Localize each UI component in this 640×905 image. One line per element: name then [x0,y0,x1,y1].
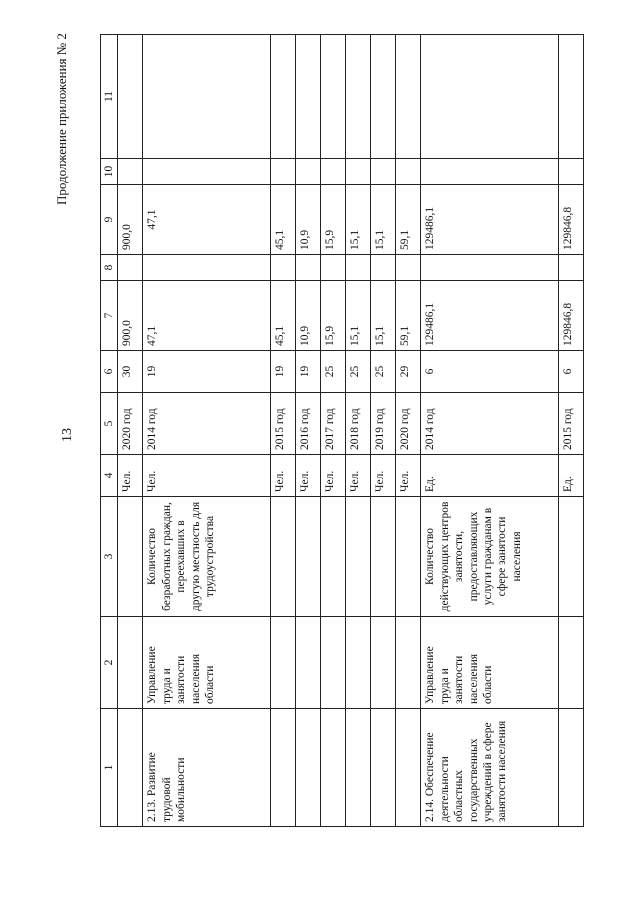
indicator-cell [271,497,296,617]
amount-cell: 59,1 [396,281,421,351]
executor-cell [296,617,321,709]
column-number: 5 [101,393,118,455]
year-cell: 2016 год [296,393,321,455]
amount-cell [321,159,346,185]
unit-cell: Чел. [396,455,421,497]
amount-cell [271,159,296,185]
table-row [118,35,143,827]
amount-cell: 15,1 [371,185,396,255]
amount-cell [296,159,321,185]
amount-cell: 129486,1 [421,185,559,255]
year-cell: 2014 год [421,393,559,455]
unit-cell: Чел. [371,455,396,497]
value-cell: 6 [421,351,559,393]
executor-cell [371,617,396,709]
year-cell: 2015 год [559,393,584,455]
amount-cell [321,35,346,159]
unit-cell: Чел. [143,455,271,497]
indicator-cell [321,497,346,617]
column-number: 6 [101,351,118,393]
column-number: 4 [101,455,118,497]
executor-cell: Управление труда и занятости населения области [143,617,271,709]
activity-cell [396,709,421,827]
value-cell: 19 [296,351,321,393]
year-cell: 2015 год [271,393,296,455]
amount-cell [346,255,371,281]
table-row [371,35,396,827]
amount-cell [143,159,271,185]
table-row [559,35,584,827]
indicator-cell [346,497,371,617]
activity-cell: 2.13. Развитие трудовой мобильности [143,709,271,827]
amount-cell: 15,1 [346,185,371,255]
table-row [271,35,296,827]
amount-cell [421,255,559,281]
indicator-cell: Количество безработных граждан, переехавших в другую местность для трудоустройства [143,497,271,617]
amount-cell [346,159,371,185]
activity-cell [559,709,584,827]
amount-cell: 45,1 [271,185,296,255]
amount-cell [118,159,143,185]
value-cell: 29 [396,351,421,393]
year-cell: 2020 год [118,393,143,455]
executor-cell [396,617,421,709]
unit-cell: Ед. [559,455,584,497]
unit-cell: Ед. [421,455,559,497]
value-cell: 19 [143,351,271,393]
table-row [421,35,559,827]
amount-cell: 129486,1 [421,281,559,351]
year-cell: 2020 год [396,393,421,455]
column-number-row [101,35,118,827]
column-number: 9 [101,185,118,255]
executor-cell [321,617,346,709]
amount-cell [396,159,421,185]
amount-cell: 47,1 [143,281,271,351]
amount-cell [421,159,559,185]
value-cell: 25 [321,351,346,393]
column-number: 2 [101,617,118,709]
indicator-cell [118,497,143,617]
amount-cell [559,159,584,185]
column-number: 3 [101,497,118,617]
amount-cell: 59,1 [396,185,421,255]
amount-cell [143,35,271,159]
amount-cell [296,255,321,281]
year-cell: 2017 год [321,393,346,455]
executor-cell [346,617,371,709]
amount-cell: 45,1 [271,281,296,351]
value-cell: 25 [371,351,396,393]
activity-cell [321,709,346,827]
budget-table [100,34,584,827]
indicator-cell [559,497,584,617]
indicator-cell: Количество действующих центров занятости, предоставляющих услуги гражданам в сфере занятости населения [421,497,559,617]
amount-cell: 15,9 [321,281,346,351]
table-row [296,35,321,827]
value-cell: 30 [118,351,143,393]
year-cell: 2014 год [143,393,271,455]
executor-cell [271,617,296,709]
page-number: 13 [60,428,75,442]
amount-cell: 129846,8 [559,185,584,255]
amount-cell [271,255,296,281]
amount-cell [118,255,143,281]
unit-cell: Чел. [346,455,371,497]
table-row [346,35,371,827]
amount-cell: 900,0 [118,281,143,351]
amount-cell [271,35,296,159]
table-row [396,35,421,827]
value-cell: 19 [271,351,296,393]
amount-cell [296,35,321,159]
column-number: 1 [101,709,118,827]
value-cell: 25 [346,351,371,393]
amount-cell [371,35,396,159]
executor-cell: Управление труда и занятости населения области [421,617,559,709]
value-cell: 6 [559,351,584,393]
activity-cell [371,709,396,827]
amount-cell: 47,1 [143,185,271,255]
amount-cell: 15,9 [321,185,346,255]
activity-cell [271,709,296,827]
unit-cell: Чел. [271,455,296,497]
indicator-cell [371,497,396,617]
amount-cell [559,35,584,159]
amount-cell [371,255,396,281]
executor-cell [559,617,584,709]
indicator-cell [296,497,321,617]
amount-cell [396,35,421,159]
unit-cell: Чел. [118,455,143,497]
amount-cell [346,35,371,159]
year-cell: 2019 год [371,393,396,455]
year-cell: 2018 год [346,393,371,455]
amount-cell: 15,1 [346,281,371,351]
activity-cell: 2.14. Обеспечение деятельности областных государственных учреждений в сфере занятости населения [421,709,559,827]
amount-cell: 129846,8 [559,281,584,351]
activity-cell [296,709,321,827]
table-row [321,35,346,827]
amount-cell [396,255,421,281]
amount-cell [118,35,143,159]
budget-table-container [100,35,584,827]
column-number: 10 [101,159,118,185]
column-number: 7 [101,281,118,351]
amount-cell [421,35,559,159]
unit-cell: Чел. [321,455,346,497]
amount-cell [143,255,271,281]
activity-cell [346,709,371,827]
amount-cell [559,255,584,281]
column-number: 8 [101,255,118,281]
unit-cell: Чел. [296,455,321,497]
indicator-cell [396,497,421,617]
table-row [143,35,271,827]
amount-cell [371,159,396,185]
appendix-caption: Продолжение приложения № 2 [54,33,69,205]
column-number: 11 [101,35,118,159]
executor-cell [118,617,143,709]
amount-cell: 900,0 [118,185,143,255]
amount-cell: 10,9 [296,281,321,351]
activity-cell [118,709,143,827]
amount-cell: 15,1 [371,281,396,351]
amount-cell [321,255,346,281]
amount-cell: 10,9 [296,185,321,255]
